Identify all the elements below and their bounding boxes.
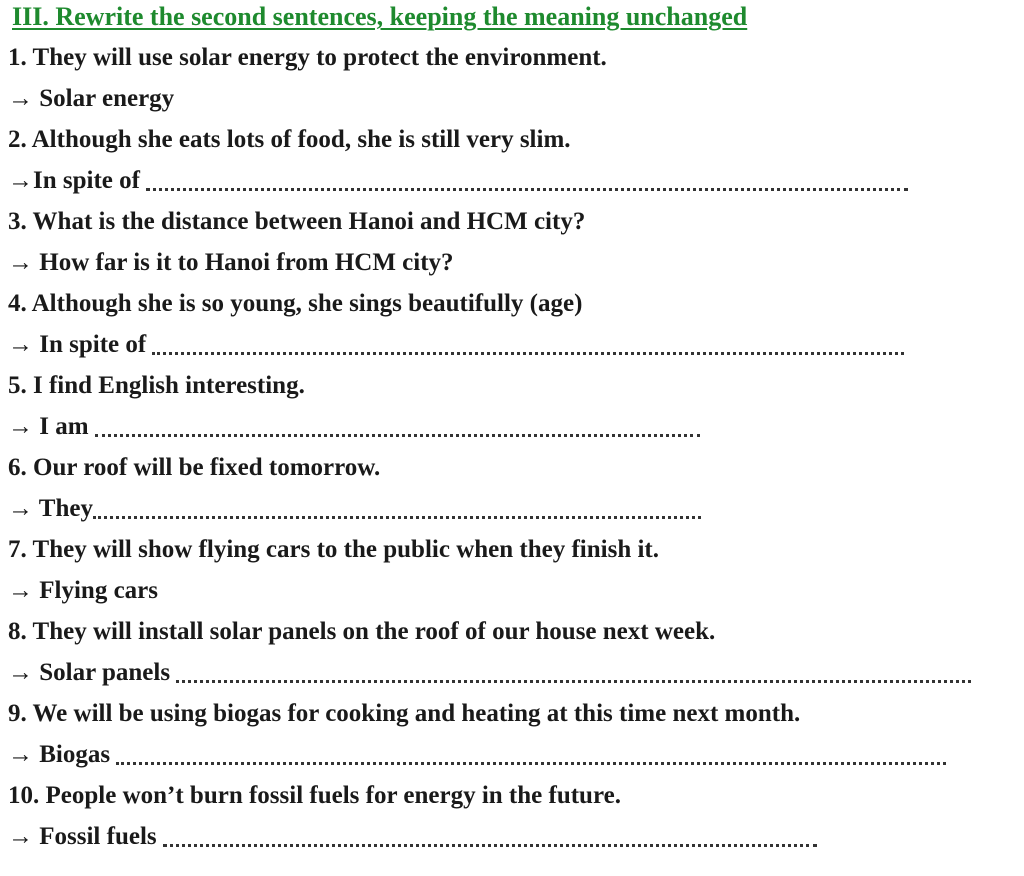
question-text: 9. We will be using biogas for cooking and heating at this time next month. xyxy=(8,700,801,727)
answer-3 xyxy=(8,245,454,281)
answer-4 xyxy=(8,327,904,363)
section-heading-text: III. Rewrite the second sentences, keeping the meaning unchanged xyxy=(12,2,748,31)
answer-blank[interactable] xyxy=(146,166,908,191)
question-6 xyxy=(8,450,380,486)
question-text: 1. They will use solar energy to protect the environment. xyxy=(8,44,607,71)
answer-prefix: → Solar panels xyxy=(8,659,171,686)
answer-blank[interactable] xyxy=(163,822,817,847)
question-text: 3. What is the distance between Hanoi and HCM city? xyxy=(8,208,586,235)
question-9 xyxy=(8,696,800,732)
question-text: 4. Although she is so young, she sings beautifully (age) xyxy=(8,290,583,317)
question-8 xyxy=(8,614,715,650)
question-text: 10. People won’t burn fossil fuels for energy in the future. xyxy=(8,782,621,809)
question-text: 6. Our roof will be fixed tomorrow. xyxy=(8,454,381,481)
question-7 xyxy=(8,532,659,568)
answer-9 xyxy=(8,737,946,773)
question-2 xyxy=(8,122,571,158)
question-4 xyxy=(8,286,582,322)
answer-prefix: → How far is it to Hanoi from HCM city? xyxy=(8,249,454,276)
answer-blank[interactable] xyxy=(152,330,904,355)
question-1 xyxy=(8,40,607,76)
answer-prefix: → Fossil fuels xyxy=(8,823,157,850)
answer-5 xyxy=(8,409,700,445)
answer-6 xyxy=(8,491,701,527)
question-text: 8. They will install solar panels on the roof of our house next week. xyxy=(8,618,716,645)
answer-blank[interactable] xyxy=(176,658,971,683)
question-text: 7. They will show flying cars to the public when they finish it. xyxy=(8,536,660,563)
answer-prefix: →In spite of xyxy=(8,167,140,194)
question-3 xyxy=(8,204,585,240)
answer-7 xyxy=(8,573,158,609)
answer-blank[interactable] xyxy=(93,494,701,519)
answer-prefix: → In spite of xyxy=(8,331,147,358)
answer-1 xyxy=(8,81,174,117)
answer-prefix: → Flying cars xyxy=(8,577,158,604)
answer-blank[interactable] xyxy=(116,740,946,765)
answer-10 xyxy=(8,819,817,855)
answer-prefix: → I am xyxy=(8,413,89,440)
question-5 xyxy=(8,368,305,404)
answer-prefix: → Solar energy xyxy=(8,85,175,112)
answer-2 xyxy=(8,163,908,199)
answer-blank[interactable] xyxy=(95,412,700,437)
answer-prefix: → They xyxy=(8,495,93,522)
section-heading xyxy=(12,0,747,34)
answer-8 xyxy=(8,655,971,691)
question-text: 2. Although she eats lots of food, she is still very slim. xyxy=(8,126,571,153)
answer-prefix: → Biogas xyxy=(8,741,111,768)
question-text: 5. I find English interesting. xyxy=(8,372,305,399)
question-10 xyxy=(8,778,621,814)
